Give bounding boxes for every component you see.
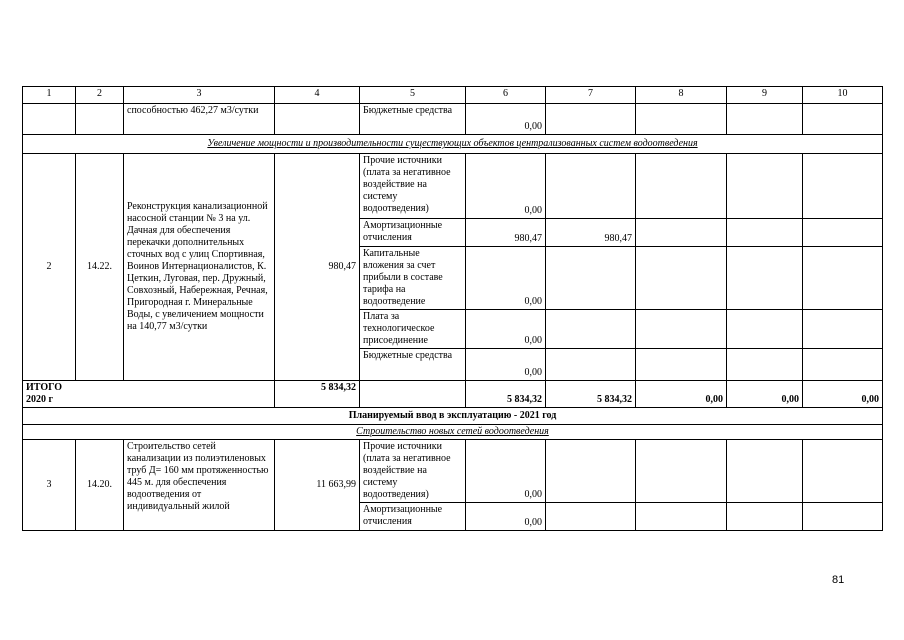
value-col6: 0,00: [466, 310, 546, 349]
total-cost: 980,47: [275, 154, 360, 381]
value-col6: 0,00: [466, 104, 546, 135]
page-number: 81: [832, 574, 845, 586]
column-number-row: [23, 87, 883, 104]
value-col6: 0,00: [466, 503, 546, 531]
value-col6: 0,00: [466, 440, 546, 503]
col-header: 1: [23, 87, 76, 104]
col-header: 8: [636, 87, 727, 104]
total-col8: 0,00: [636, 381, 727, 408]
value-col7: [546, 247, 636, 310]
col-header: 4: [275, 87, 360, 104]
object-description: Реконструкция канализационной насосной станции № 3 на ул. Дачная для обеспечения перекачки дополнительных сточных вод с улиц Спортивная, Воинов Интернационалистов, К. Цеткин, Луговая, пер. Дружный, Совхозный, Набережная, Речная, Пригородная г. Минеральные Воды, с увеличением мощности на 140,77 м3/сутки: [124, 154, 275, 381]
total-col6: 5 834,32: [466, 381, 546, 408]
value-col7: [546, 310, 636, 349]
value-col6: 0,00: [466, 247, 546, 310]
col-header: 9: [727, 87, 803, 104]
col-header: 5: [360, 87, 466, 104]
funding-source: Бюджетные средства: [360, 349, 466, 381]
plan-heading: Планируемый ввод в эксплуатацию - 2021 год: [23, 408, 883, 425]
object-description: Строительство сетей канализации из полиэтиленовых труб Д= 160 мм протяженностью 445 м. для обеспечения водоотведения от индивидуальный жилой: [124, 440, 275, 531]
total-col7: 5 834,32: [546, 381, 636, 408]
section-heading-row: [23, 425, 883, 440]
value-col7: [546, 154, 636, 219]
funding-source: Амортизационные отчисления: [360, 503, 466, 531]
plan-heading-row: [23, 408, 883, 425]
col-header: 10: [803, 87, 883, 104]
object-description: способностью 462,27 м3/сутки: [124, 104, 275, 135]
funding-source: Прочие источники (плата за негативное воздействие на систему водоотведения): [360, 440, 466, 503]
row-number: 2: [23, 154, 76, 381]
value-col6: 980,47: [466, 219, 546, 247]
funding-source: Амортизационные отчисления: [360, 219, 466, 247]
value-col7: 980,47: [546, 219, 636, 247]
funding-source: Капитальные вложения за счет прибыли в составе тарифа на водоотведение: [360, 247, 466, 310]
investment-table: [22, 86, 883, 531]
total-cost: 5 834,32: [275, 381, 360, 408]
section-heading: Увеличение мощности и производительности существующих объектов централизованных систем водоотведения: [23, 135, 883, 154]
total-col10: 0,00: [803, 381, 883, 408]
measure-code: 14.20.: [76, 440, 124, 531]
col-header: 7: [546, 87, 636, 104]
table-row-continuation: [23, 104, 883, 135]
funding-source: Бюджетные средства: [360, 104, 466, 135]
funding-source: Прочие источники (плата за негативное воздействие на систему водоотведения): [360, 154, 466, 219]
row-number: 3: [23, 440, 76, 531]
total-col9: 0,00: [727, 381, 803, 408]
total-cost: 11 663,99: [275, 440, 360, 531]
total-label: ИТОГО 2020 г: [23, 381, 275, 408]
section-heading-row: [23, 135, 883, 154]
total-row: [23, 381, 883, 408]
col-header: 2: [76, 87, 124, 104]
measure-code: 14.22.: [76, 154, 124, 381]
table-row: [23, 154, 883, 219]
section-heading: Строительство новых сетей водоотведения: [23, 425, 883, 440]
table-row: [23, 440, 883, 503]
value-col7: [546, 349, 636, 381]
funding-source: Плата за технологическое присоединение: [360, 310, 466, 349]
col-header: 3: [124, 87, 275, 104]
value-col6: 0,00: [466, 154, 546, 219]
value-col6: 0,00: [466, 349, 546, 381]
col-header: 6: [466, 87, 546, 104]
